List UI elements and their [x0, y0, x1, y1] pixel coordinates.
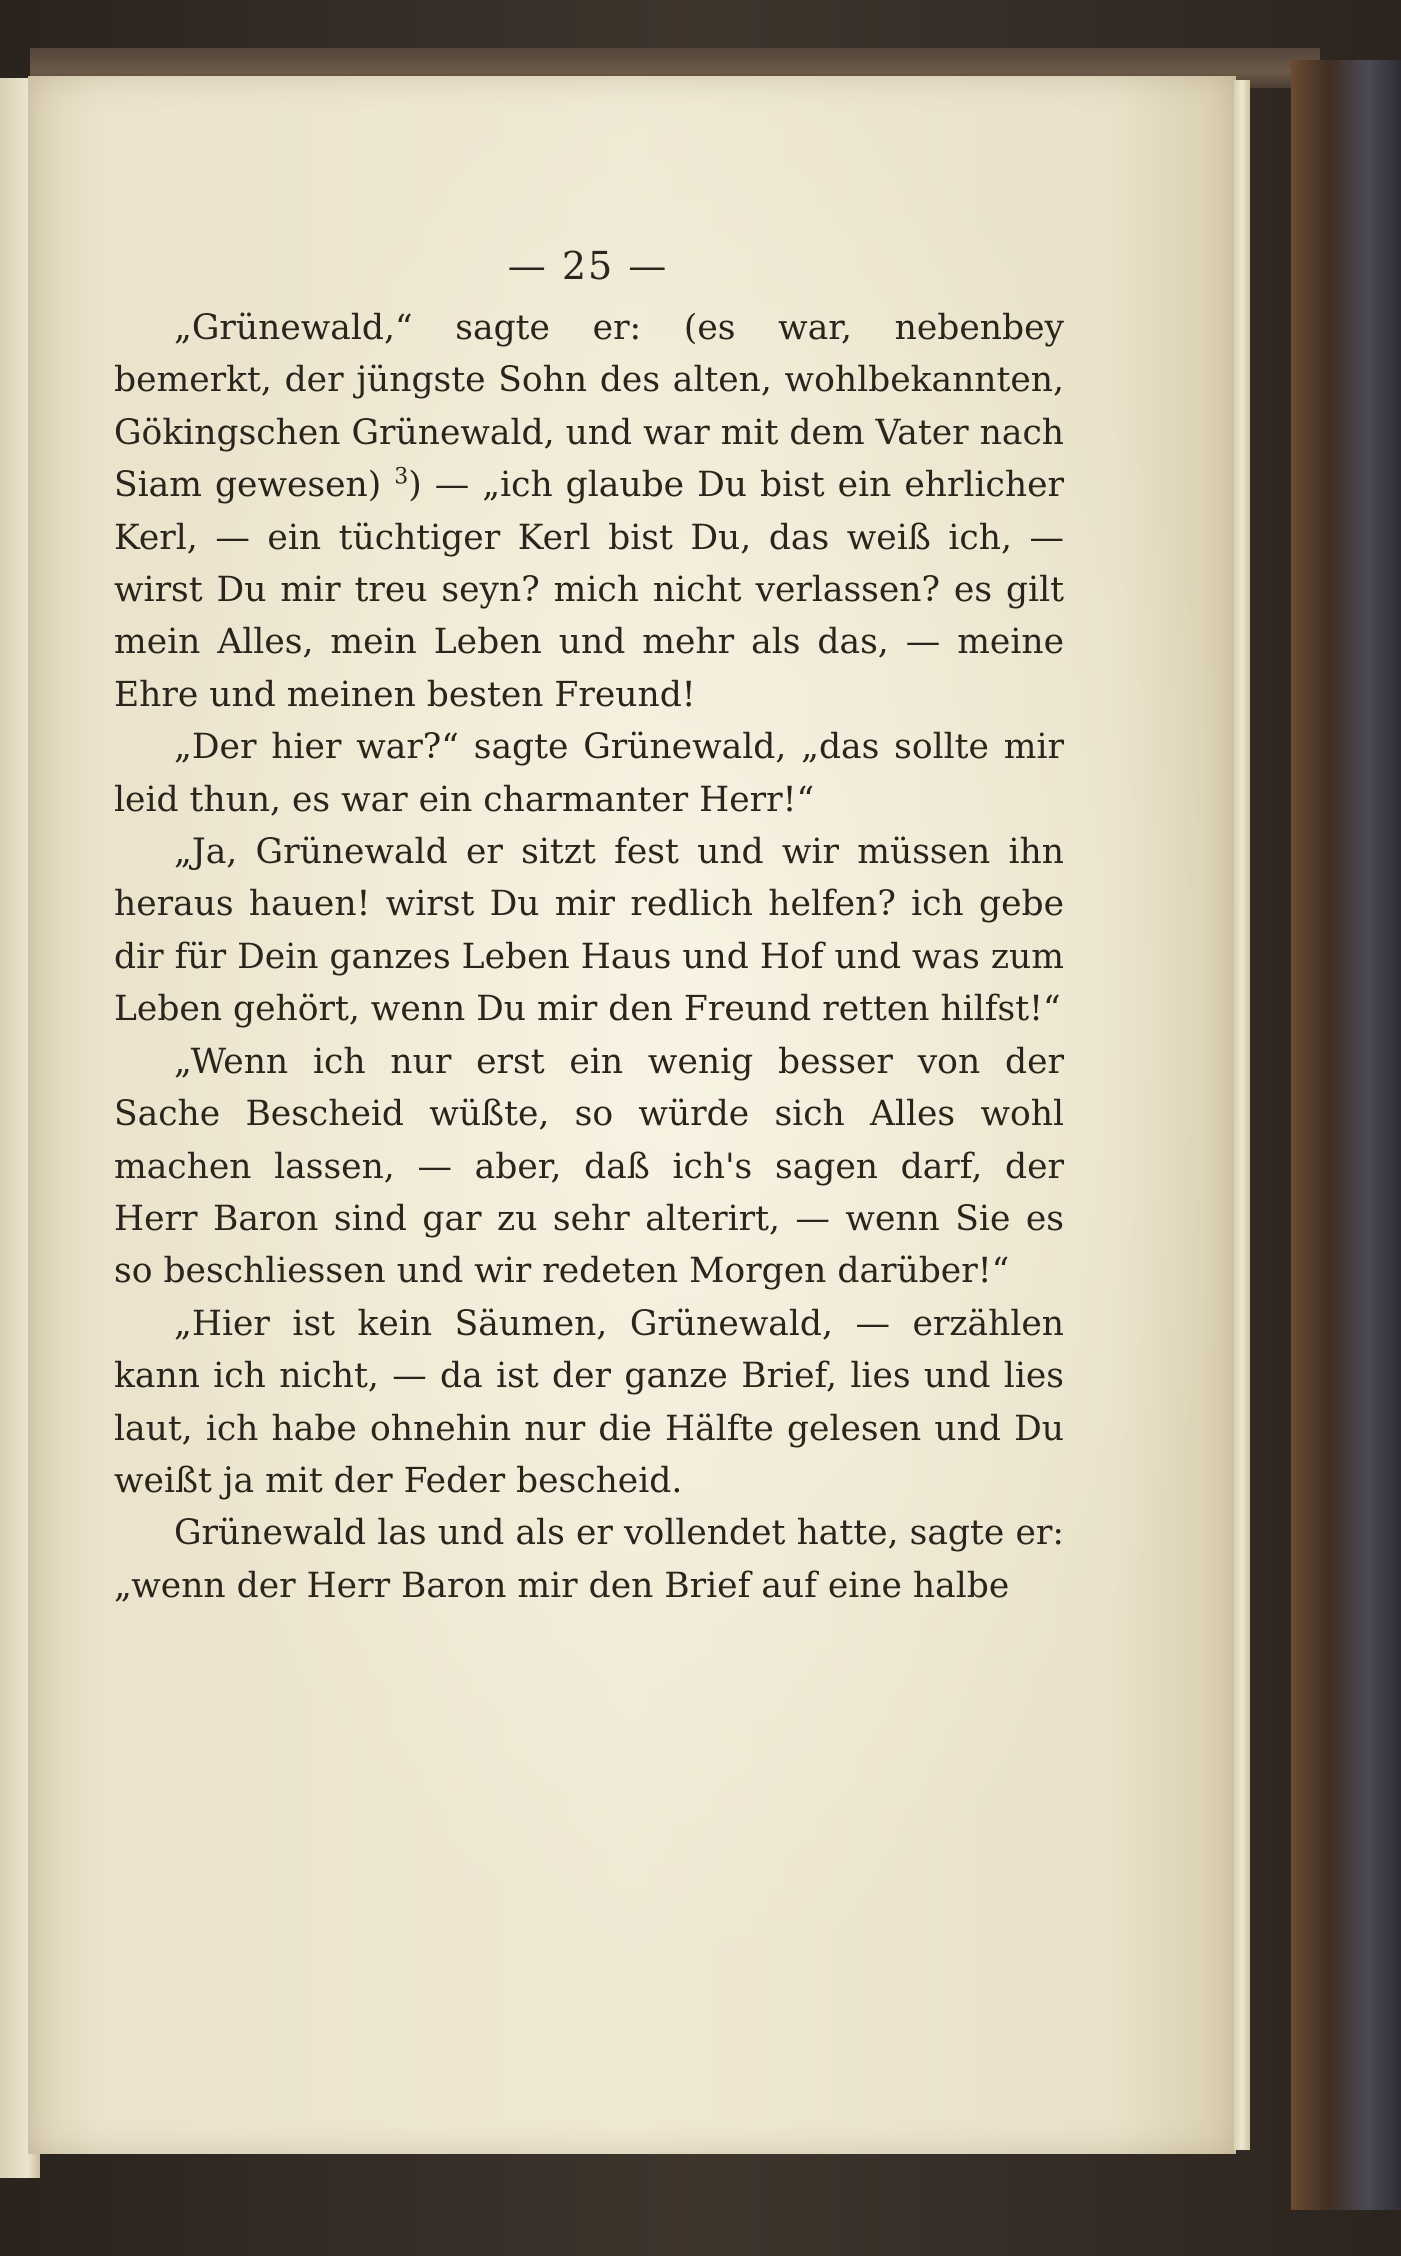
paragraph-5: „Hier ist kein Säumen, Grünewald, — erzählen kann ich nicht, — da ist der ganze Brief, lies und lies laut, ich habe ohnehin nur die Hälfte gelesen und Du weißt ja mit der Feder bescheid.: [114, 1303, 1064, 1501]
paragraph-3: „Ja, Grünewald er sitzt fest und wir müssen ihn heraus hauen! wirst Du mir redlich helfen? ich gebe dir für Dein ganzes Leben Haus und Hof und was zum Leben gehört, wenn Du mir den Freund retten hilfst!“: [114, 832, 1064, 1030]
page-body-text: [114, 302, 1064, 1612]
paragraph-6: Grünewald las und als er vollendet hatte, sagte er: „wenn der Herr Baron mir den Brief auf eine halbe: [114, 1513, 1064, 1606]
book-cover-spine: [1291, 60, 1401, 2210]
paragraph-2: „Der hier war?“ sagte Grünewald, „das sollte mir leid thun, es war ein charmanter Herr!“: [114, 727, 1064, 820]
paragraph-4: „Wenn ich nur erst ein wenig besser von der Sache Bescheid wüßte, so würde sich Alles wohl machen lassen, — aber, daß ich's sagen darf, der Herr Baron sind gar zu sehr alterirt, — wenn Sie es so beschliessen und wir redeten Morgen darüber!“: [114, 1041, 1064, 1292]
page-stack-edge: [1234, 80, 1250, 2150]
footnote-reference: 3: [394, 464, 409, 490]
paragraph-1: [114, 302, 1064, 721]
book-page: [28, 76, 1236, 2154]
paragraph-1-text-a: „Grünewald,“ sagte er: (es war, nebenbey bemerkt, der jüngste Sohn des alten, wohlbekannten, Gökingschen Grünewald, und war mit dem Vater nach Siam gewesen): [114, 308, 1064, 506]
paragraph-1-text-b: ) — „ich glaube Du bist ein ehrlicher Kerl, — ein tüchtiger Kerl bist Du, das weiß ich, — wirst Du mir treu seyn? mich nicht verlassen? es gilt mein Alles, mein Leben und mehr als das, — meine Ehre und meinen besten Freund!: [114, 465, 1065, 715]
page-number-header: — 25 —: [507, 244, 669, 288]
